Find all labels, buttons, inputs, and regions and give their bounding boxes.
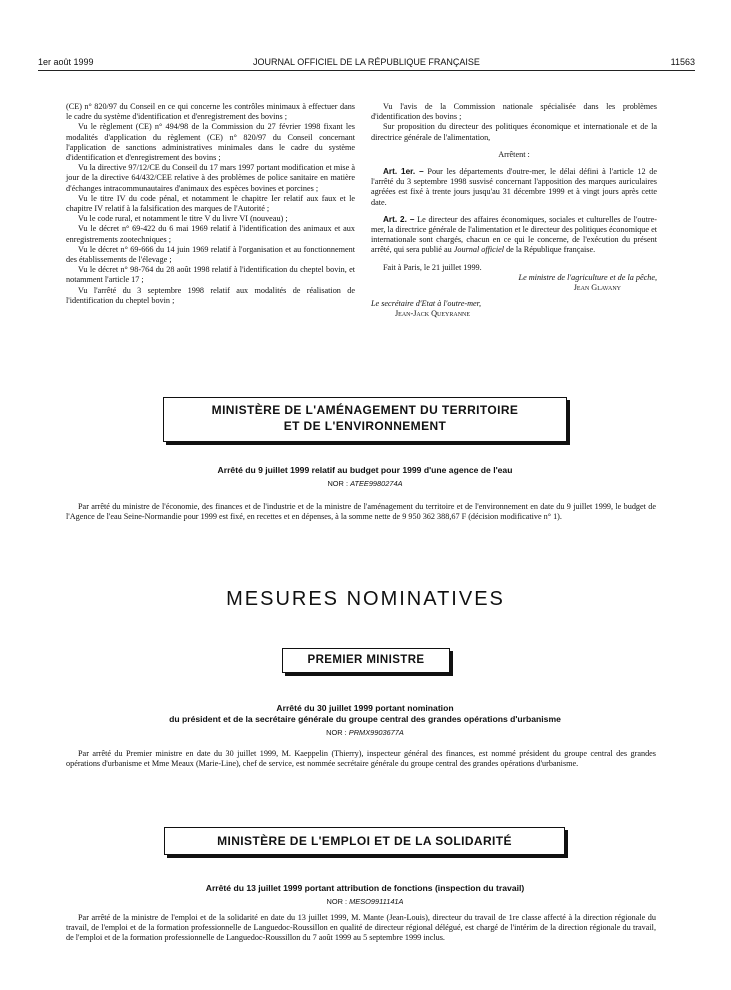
decree-body: [66, 749, 656, 769]
header-rule: [38, 70, 695, 71]
nor-reference: NOR : MESO9911141A: [326, 897, 404, 906]
page-number: 11563: [670, 57, 695, 67]
paragraph: Sur proposition du directeur des politiques économique et internationale et de la directrice générale de l'alimentation,: [371, 122, 657, 142]
arretent-heading: Arrêtent :: [498, 149, 530, 159]
paragraph: Vu le code rural, et notamment le titre V du livre VI (nouveau) ;: [78, 214, 288, 224]
signature-role: Le ministre de l'agriculture et de la pêche,: [518, 272, 657, 282]
signature-name: Jean-Jack Queyranne: [395, 309, 471, 319]
ministry-heading-box: MINISTÈRE DE L'EMPLOI ET DE LA SOLIDARITÉ: [164, 827, 565, 855]
fait-a-paris: Fait à Paris, le 21 juillet 1999.: [383, 262, 482, 272]
section-heading-mesures: MESURES NOMINATIVES: [226, 588, 505, 610]
paragraph: Vu le règlement (CE) n° 494/98 de la Commission du 27 février 1998 fixant les modalités d'application du règlement (CE) n° 820/97 du Conseil concernant l'application de sanctions administratives minimales dans le cadre du système d'identification et d'enregistrement des bovins ;: [66, 122, 355, 163]
ministry-line: MINISTÈRE DE L'AMÉNAGEMENT DU TERRITOIRE: [211, 403, 519, 417]
decree-title: Arrêté du 9 juillet 1999 relatif au budget pour 1999 d'une agence de l'eau: [217, 465, 513, 475]
article-1: [371, 167, 657, 208]
paragraph: Vu le titre IV du code pénal, et notamment le chapitre Ier relatif aux faux et le chapitre IV relatif à la falsification des marques de l'Autorité ;: [66, 193, 355, 214]
article-label: Art. 1er. –: [383, 167, 424, 177]
decree-body: [66, 913, 656, 944]
paragraph: Par arrêté du Premier ministre en date du 30 juillet 1999, M. Kaeppelin (Thierry), inspecteur général des finances, est nommé président du groupe central des grandes opérations d'urbanisme et Mme Meaux (Marie-Line), chef de service, est nommée secrétaire générale du groupe central des grandes opérations d'urbanisme.: [66, 749, 656, 769]
decree-title: Arrêté du 30 juillet 1999 portant nomination du président et de la secrétaire générale du groupe central des grandes opérations d'urbanisme: [169, 703, 561, 724]
paragraph: Vu l'arrêté du 3 septembre 1998 relatif aux modalités de réalisation de l'identification du cheptel bovin ;: [66, 285, 355, 305]
header-date: 1er août 1999: [38, 57, 94, 67]
article-2: [371, 215, 657, 256]
paragraph: Par arrêté du ministre de l'économie, des finances et de l'industrie et de la ministre de l'aménagement du territoire et de l'environnement en date du 9 juillet 1999, le budget de l'Agence de l'eau Seine-Normandie pour 1999 est fixé, en recettes et en dépenses, à la somme nette de 9 950 362 388,67 F (décision modificative n° 1).: [66, 502, 656, 522]
page-header: [38, 57, 695, 69]
article-text-end: de la République française.: [504, 245, 596, 255]
article-text: Pour les départements d'outre-mer, le délai défini à l'article 12 de l'arrêté du 3 septembre 1998 susvisé concernant l'apposition des marques auriculaires agréées est fixé à trente jours jusqu'au 31 décembre 1999 et à vingt jours après cette date.: [371, 167, 657, 207]
paragraph: Vu la directive 97/12/CE du Conseil du 17 mars 1997 portant modification et mise à jour de la directive 64/432/CEE relative à des problèmes de police sanitaire en matière d'échanges intracommunautaires d'animaux des espèces bovines et porcines ;: [66, 163, 355, 193]
article-text: Le directeur des affaires économiques, sociales et culturelles de l'outre-mer, la directrice générale de l'alimentation et le directeur des politiques économique et internationale sont chargés, chacun en ce qui le concerne, de l'exécution du présent arrêté, qui sera publié au: [371, 214, 657, 255]
nor-reference: NOR : PRMX9903677A: [326, 728, 404, 737]
ministry-line: ET DE L'ENVIRONNEMENT: [283, 419, 447, 433]
paragraph: Vu le décret n° 98-764 du 28 août 1998 relatif à l'identification du cheptel bovin, et notamment l'article 17 ;: [66, 265, 355, 285]
signature-name: Jean Glavany: [573, 283, 621, 293]
decree-body: [66, 502, 656, 522]
ministry-heading-box: PREMIER MINISTRE: [282, 648, 450, 673]
decree-title: Arrêté du 13 juillet 1999 portant attribution de fonctions (inspection du travail): [205, 883, 525, 893]
article-label: Art. 2. –: [383, 214, 415, 224]
right-column: [371, 102, 657, 320]
paragraph: Par arrêté de la ministre de l'emploi et de la solidarité en date du 13 juillet 1999, M. Mante (Jean-Louis), directeur du travail de 1re classe affecté à la direction régionale du travail, de l'emploi et de la formation professionnelle de Languedoc-Roussillon en qualité de directeur régional délégué, est chargé de l'intérim de la direction régionale du travail, de l'emploi et de la formation professionnelle de Languedoc-Roussillon du 7 août 1999 au 5 septembre 1999 inclus.: [66, 913, 656, 943]
paragraph: (CE) n° 820/97 du Conseil en ce qui concerne les contrôles minimaux à effectuer dans le cadre du système d'identification et d'enregistrement des bovins ;: [66, 102, 355, 122]
journal-title: JOURNAL OFFICIEL DE LA RÉPUBLIQUE FRANÇAISE: [253, 57, 480, 67]
signature-role: Le secrétaire d'Etat à l'outre-mer,: [371, 299, 481, 309]
journal-officiel-ref: Journal officiel: [453, 245, 505, 255]
ministry-heading-box: [163, 397, 567, 442]
paragraph: Vu le décret n° 69-666 du 14 juin 1969 relatif à l'organisation et au fonctionnement des établissements de l'élevage ;: [66, 244, 355, 265]
paragraph: Vu le décret n° 69-422 du 6 mai 1969 relatif à l'identification des animaux et aux enregistrements zootechniques ;: [66, 224, 355, 244]
paragraph: Vu l'avis de la Commission nationale spécialisée dans les problèmes d'identification des bovins ;: [371, 102, 657, 122]
nor-reference: NOR : ATEE9980274A: [327, 479, 403, 488]
left-column: [66, 102, 355, 306]
